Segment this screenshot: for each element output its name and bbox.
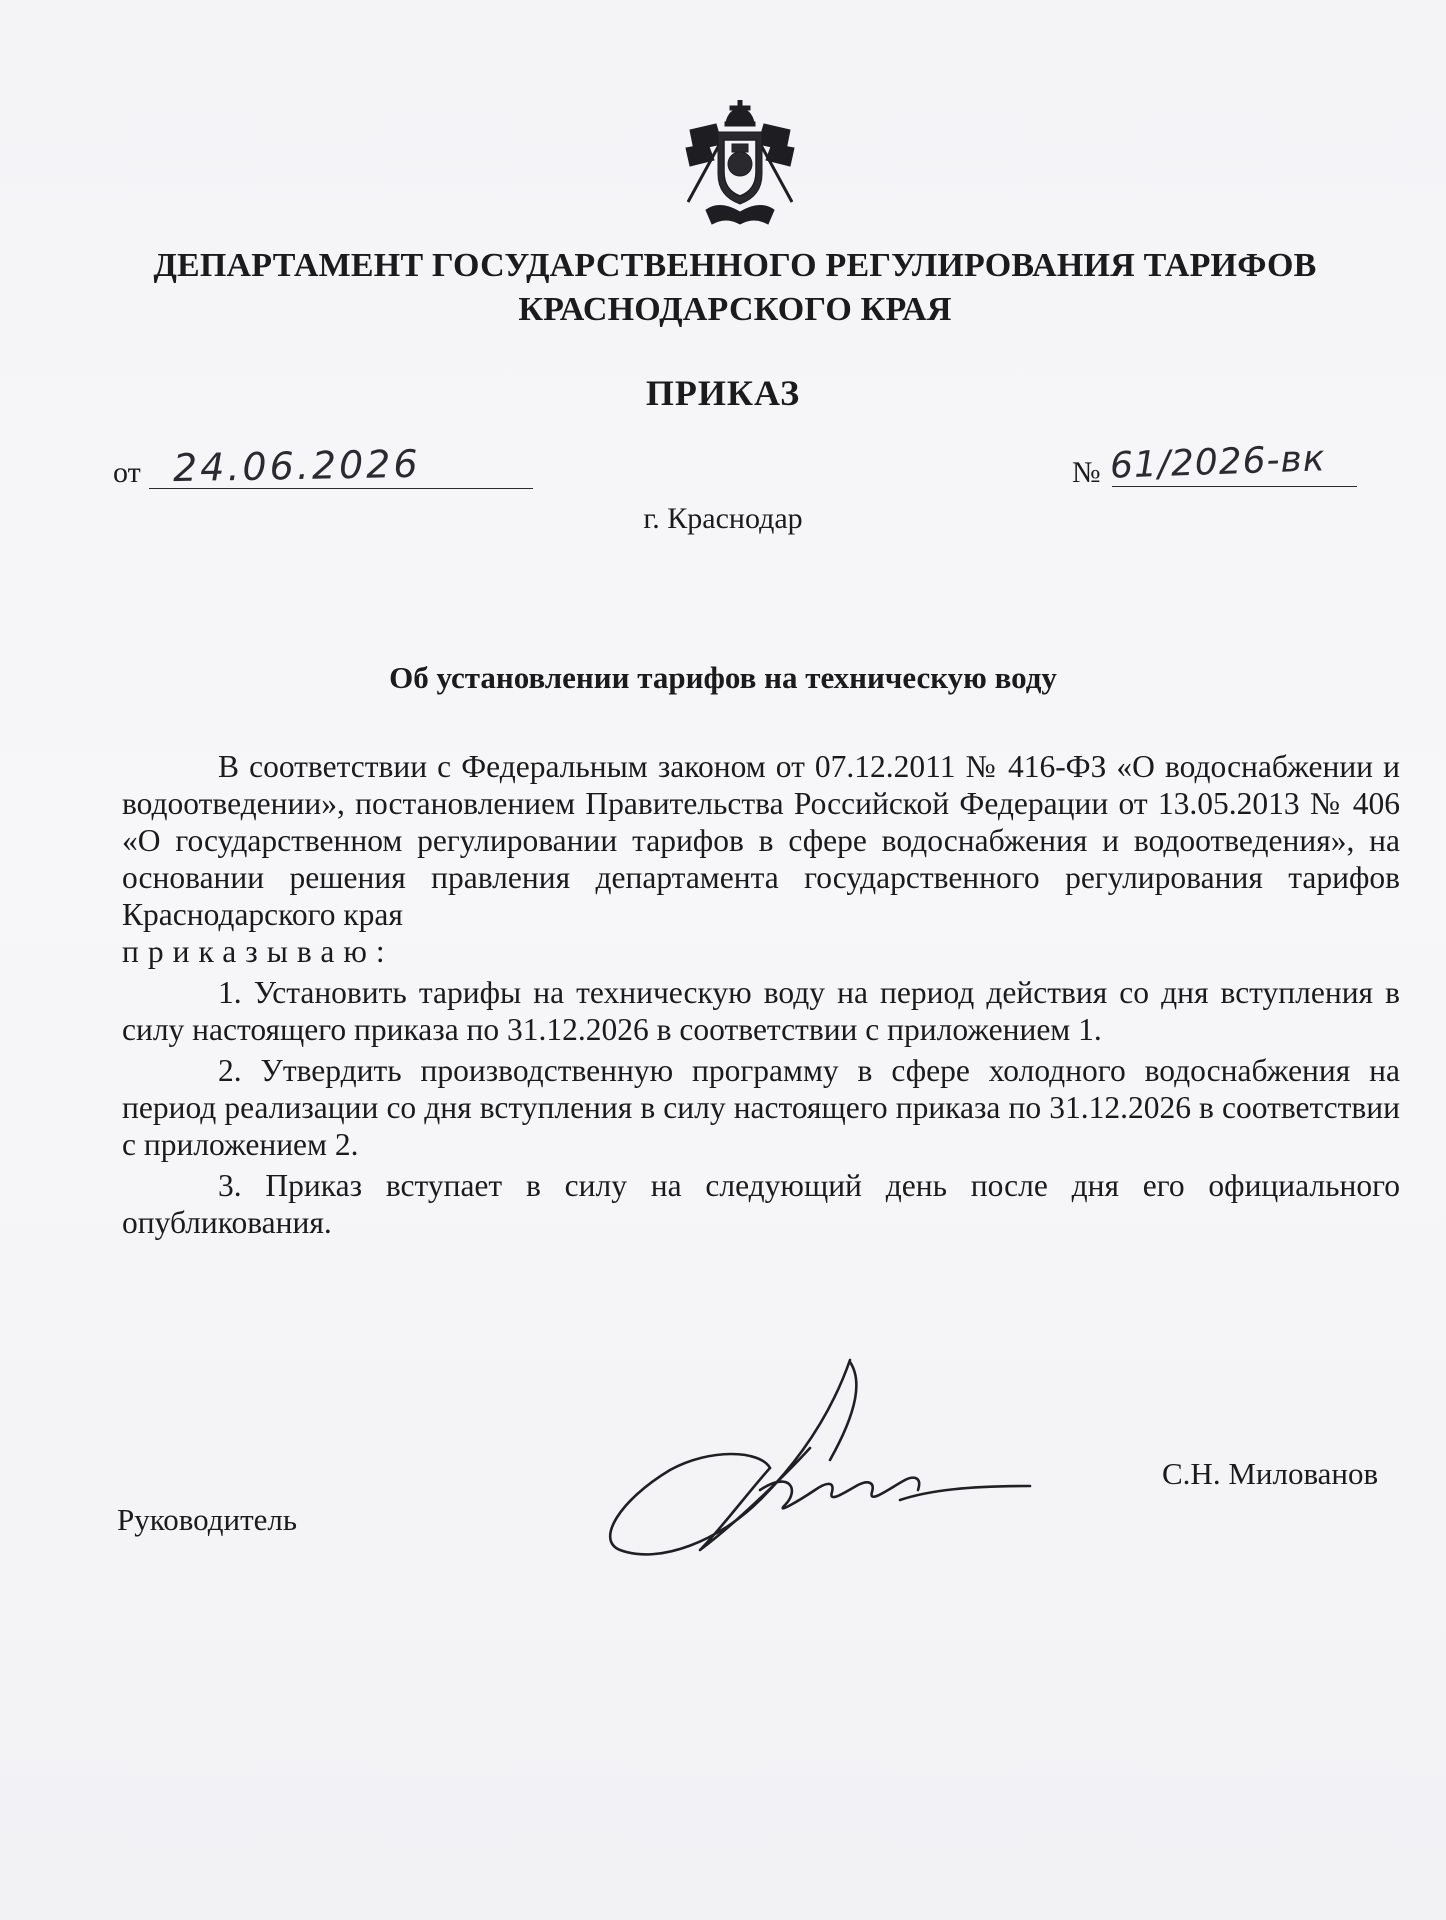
krasnodar-krai-coat-of-arms-icon	[680, 100, 800, 228]
order-number-prefix: №	[1072, 456, 1101, 489]
handwritten-signature	[600, 1340, 1040, 1570]
department-name	[100, 244, 1370, 332]
order-date-prefix: от	[113, 456, 141, 489]
order-date-value: 24.06.2026	[172, 441, 421, 491]
order-city: г. Краснодар	[643, 502, 803, 535]
order-date-field	[113, 441, 533, 498]
order-number-value: 61/2026-вк	[1109, 438, 1327, 487]
order-item-2: 2. Утвердить производственную программу в сфере холодного водоснабжения на период реализации со дня вступления в силу настоящего приказа по 31.12.2026 в соответствии с приложением 2.	[122, 1053, 1400, 1162]
preamble-paragraph: В соответствии с Федеральным законом от 07.12.2011 № 416-ФЗ «О водоснабжении и водоотведении», постановлением Правительства Российской Федерации от 13.05.2013 № 406 «О государственном регулировании тарифов в сфере водоснабжения и водоотведения», на основании решения правления департамента государственного регулирования тарифов Краснодарского края	[122, 749, 1400, 932]
department-name-line-1: ДЕПАРТАМЕНТ ГОСУДАРСТВЕННОГО РЕГУЛИРОВАНИЯ ТАРИФОВ	[153, 247, 1317, 284]
department-name-line-2: КРАСНОДАРСКОГО КРАЯ	[518, 291, 952, 328]
order-item-3: 3. Приказ вступает в силу на следующий день после дня его официального опубликования.	[122, 1168, 1400, 1240]
signatory-name: С.Н. Милованов	[1162, 1456, 1379, 1491]
order-subject: Об установлении тарифов на техническую воду	[389, 660, 1057, 695]
order-item-1: 1. Установить тарифы на техническую воду на период действия со дня вступления в силу настоящего приказа по 31.12.2026 в соответствии с приложением 1.	[122, 975, 1400, 1047]
directive-word: приказываю:	[122, 934, 394, 969]
signatory-position: Руководитель	[117, 1502, 298, 1537]
order-number-field	[1072, 438, 1357, 496]
order-number-underline	[1112, 486, 1357, 487]
order-title: ПРИКАЗ	[645, 373, 801, 413]
order-body	[122, 748, 1400, 1241]
